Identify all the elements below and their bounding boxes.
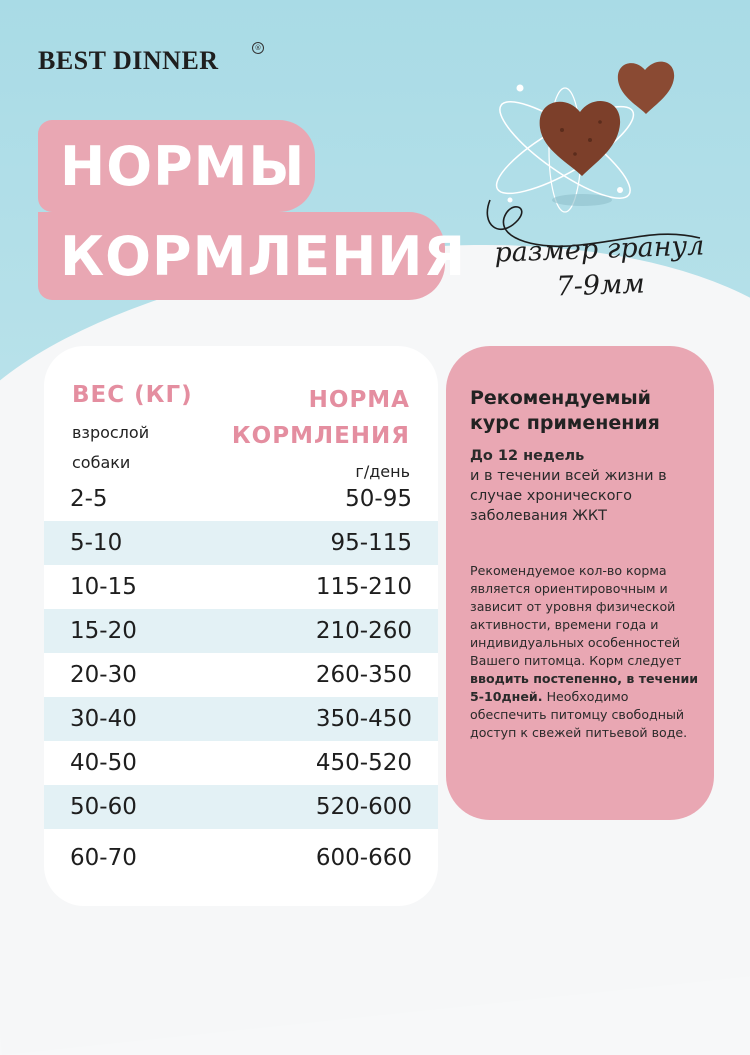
weight-header-sub-1: взрослой [72, 423, 150, 442]
table-row [44, 653, 438, 697]
feeding-table-card [44, 346, 438, 906]
norm-cell: 350-450 [315, 706, 412, 732]
weight-cell: 15-20 [70, 618, 137, 644]
title-line-2-box [38, 212, 467, 300]
recommendation-body-text-2: Необходимо обеспечить питомцу свободный доступ к свежей питьевой воде. [470, 689, 688, 740]
brand-logo: BEST DINNER [38, 46, 219, 75]
recommendation-lead-text: и в течении всей жизни в случае хронического заболевания ЖКТ [470, 468, 667, 524]
weight-cell: 5-10 [70, 530, 123, 556]
norm-header [232, 382, 410, 481]
registered-mark: ® [252, 42, 264, 54]
weight-cell: 30-40 [70, 706, 137, 732]
norm-header-title-2: КОРМЛЕНИЯ [231, 423, 410, 449]
recommendation-body [470, 562, 700, 742]
recommendation-card [446, 346, 714, 820]
recommendation-title: Рекомендуемый курс применения [470, 387, 660, 434]
page-title-line-2: КОРМЛЕНИЯ [60, 224, 467, 288]
recommendation-body-text-1: Рекомендуемое кол-во корма является ориентировочным и зависит от уровня физической активности, времени года и индивидуальных особенностей Вашего питомца. Корм следует [470, 563, 682, 668]
recommendation-body-bold: вводить постепенно, в течении 5-10дней. [470, 671, 699, 704]
table-row [44, 836, 438, 880]
recommendation-lead [470, 446, 700, 526]
norm-cell: 260-350 [315, 662, 412, 688]
table-row [44, 741, 438, 785]
norm-cell: 210-260 [315, 618, 412, 644]
norm-header-title-1: НОРМА [308, 387, 410, 413]
title-line-1-box [38, 120, 315, 212]
norm-cell: 450-520 [315, 750, 412, 776]
table-row [44, 565, 438, 609]
table-row [44, 477, 438, 521]
granule-line-1: размер гранул [493, 230, 705, 269]
norm-cell: 520-600 [315, 794, 412, 820]
weight-cell: 2-5 [70, 486, 108, 512]
norm-cell: 50-95 [345, 486, 412, 512]
weight-header-sub-2: собаки [72, 453, 131, 472]
weight-cell: 10-15 [70, 574, 137, 600]
granule-line-2: 7-9мм [555, 268, 646, 303]
weight-cell: 60-70 [70, 845, 137, 871]
page-title-line-1: НОРМЫ [60, 134, 306, 198]
weight-cell: 50-60 [70, 794, 137, 820]
norm-cell: 600-660 [315, 845, 412, 871]
table-row [44, 521, 438, 565]
norm-cell: 115-210 [315, 574, 412, 600]
norm-header-unit: г/день [355, 462, 410, 481]
recommendation-duration: До 12 недель [470, 448, 585, 464]
weight-cell: 20-30 [70, 662, 137, 688]
norm-cell: 95-115 [330, 530, 412, 556]
table-row [44, 609, 438, 653]
weight-header [72, 382, 193, 478]
granule-size-caption [484, 228, 716, 308]
table-row [44, 697, 438, 741]
table-row [44, 785, 438, 829]
weight-cell: 40-50 [70, 750, 137, 776]
weight-header-title: ВЕС (КГ) [72, 382, 193, 408]
